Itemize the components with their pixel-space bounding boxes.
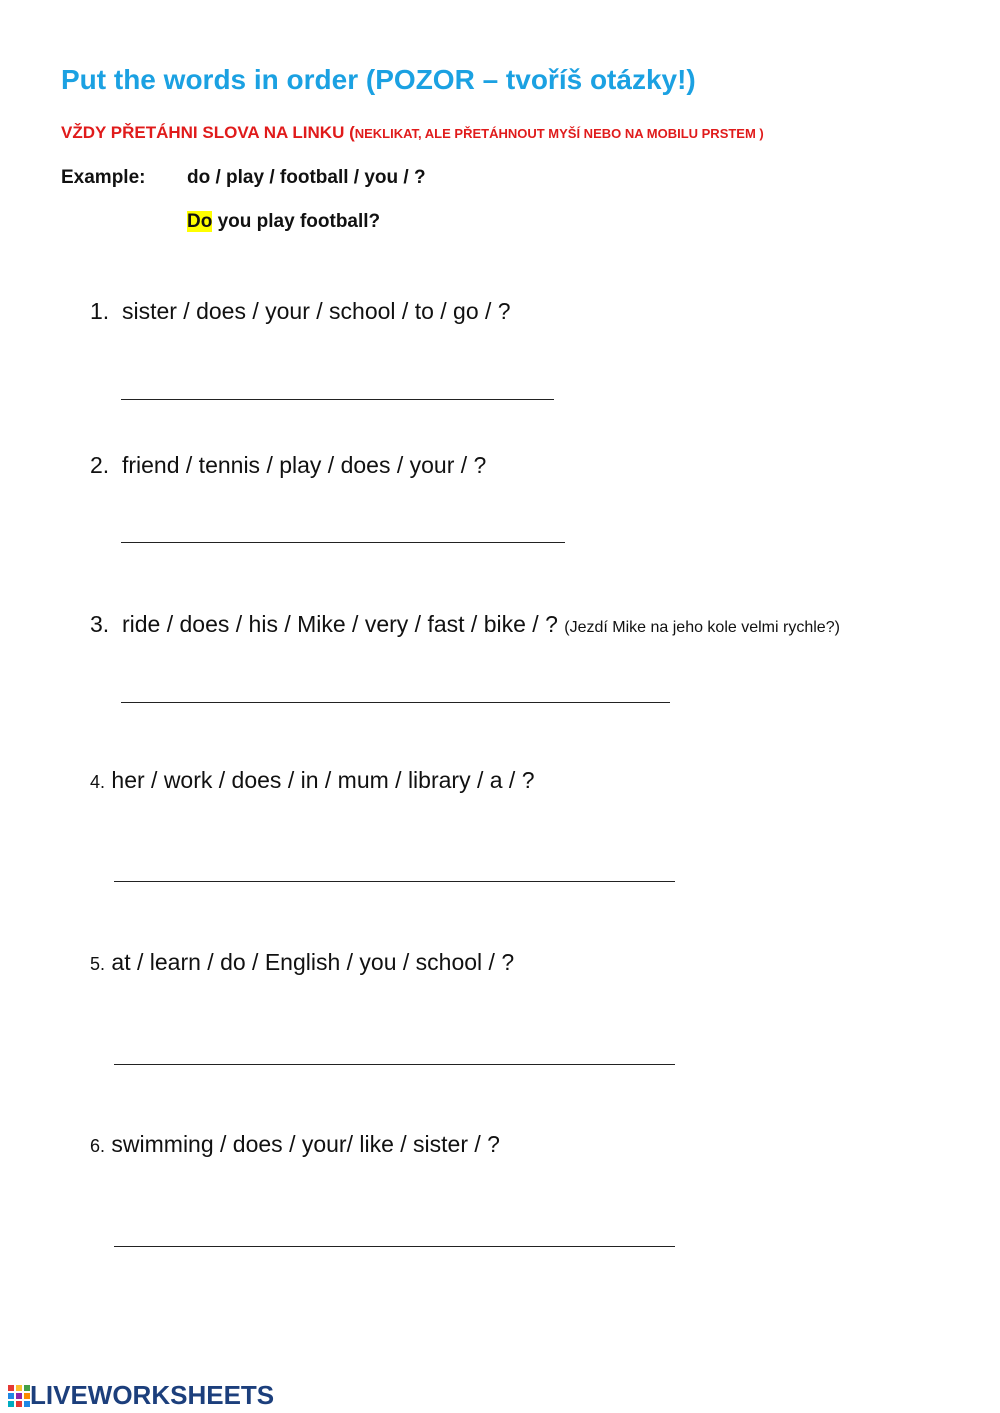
instruction-small: NEKLIKAT, ALE PŘETÁHNOUT MYŠÍ NEBO NA MOBILU PRSTEM ) [354,126,764,141]
question-3 [90,611,840,638]
question-number: 6. [90,1136,106,1156]
question-4 [90,767,535,794]
liveworksheets-logo-icon [8,1385,30,1407]
question-words: swimming / does / your/ like / sister / ? [111,1131,500,1157]
footer-brand: LIVEWORKSHEETS [30,1380,275,1410]
question-number: 3. [90,611,110,637]
answer-line-4[interactable] [114,881,675,882]
question-1 [90,298,511,325]
question-words: her / work / does / in / mum / library / a / ? [111,767,535,793]
question-hint: (Jezdí Mike na jeho kole velmi rychle?) [564,619,840,636]
question-number: 1. [90,298,110,324]
question-5 [90,949,514,976]
example-answer-highlight: Do [187,211,213,232]
answer-line-1[interactable] [121,399,554,400]
question-number: 4. [90,772,106,792]
page-title: Put the words in order (POZOR – tvoříš otázky!) [61,64,696,95]
question-number: 2. [90,452,110,478]
question-2 [90,452,486,479]
question-words: friend / tennis / play / does / your / ? [121,452,487,478]
answer-line-2[interactable] [121,542,565,543]
instruction-main: VŽDY PŘETÁHNI SLOVA NA LINKU ( [61,123,355,142]
question-words: ride / does / his / Mike / very / fast / bike / ? [121,611,558,637]
question-words: at / learn / do / English / you / school / ? [111,949,515,975]
answer-line-5[interactable] [114,1064,675,1065]
question-number: 5. [90,954,106,974]
instruction [61,123,764,143]
question-words: sister / does / your / school / to / go / ? [121,298,511,324]
answer-line-3[interactable] [121,702,670,703]
example-answer [187,211,380,233]
example-words: do / play / football / you / ? [187,167,426,188]
example-answer-rest: you play football? [212,211,381,232]
question-6 [90,1131,500,1158]
example-label: Example: [61,167,146,188]
answer-line-6[interactable] [114,1246,675,1247]
